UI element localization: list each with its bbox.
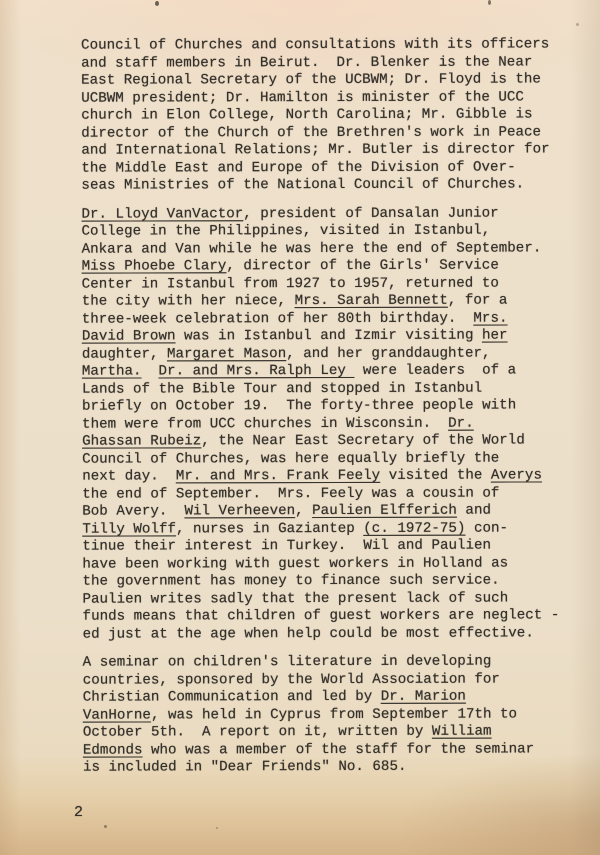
- text-segment: Center in Istanbul from 1927 to 1957, returned to: [81, 275, 499, 293]
- paper-speck: [155, 1, 159, 6]
- underlined-text: William: [431, 723, 492, 740]
- underlined-text: Wil Verheeven: [184, 503, 296, 520]
- text-segment: ed just at the age when help could be most effective.: [82, 624, 534, 643]
- text-segment: and: [456, 502, 491, 519]
- text-segment: daughter,: [81, 345, 168, 363]
- text-line: [83, 688, 583, 707]
- text-segment: Christian Communication and led by: [82, 688, 381, 706]
- text-segment: , was held in Cyprus from September 17th to: [150, 706, 518, 723]
- text-segment: them were from UCC churches in Wisconsin.: [82, 415, 449, 433]
- underlined-text: VanHorne: [82, 706, 151, 724]
- text-segment: College in the Philippines, visited in Istanbul,: [81, 222, 491, 240]
- text-segment: , president of Dansalan Junior: [243, 205, 499, 222]
- text-line: [82, 590, 582, 609]
- text-line: [82, 310, 582, 329]
- text-line: [82, 380, 582, 399]
- text-segment: the Middle East and Europe of the Division of Over-: [81, 159, 516, 177]
- text-segment: were leaders of a: [354, 362, 517, 379]
- text-line: [82, 257, 582, 276]
- underlined-text: Mrs. Sarah Bennett: [294, 292, 448, 310]
- text-segment: Council of Churches and consultations with its officers: [81, 36, 550, 54]
- text-segment: , for a: [447, 292, 508, 309]
- paragraph: [81, 36, 581, 195]
- text-segment: director of the Church of the Brethren's work in Peace: [81, 123, 542, 142]
- text-segment: seas Ministries of the National Council of Churches.: [81, 176, 525, 194]
- text-line: [82, 450, 582, 469]
- text-line: [82, 502, 582, 521]
- text-line: [82, 275, 582, 294]
- paper-speck: [488, 0, 491, 5]
- text-line: [82, 240, 582, 259]
- text-segment: was in Istanbul and Izmir visiting: [175, 327, 482, 345]
- text-line: [81, 124, 581, 143]
- paper-speck: [576, 23, 579, 26]
- text-segment: have been working with guest workers in Holland as: [82, 555, 509, 573]
- text-segment: the government has money to finance such service.: [82, 572, 500, 590]
- paragraph: [81, 205, 582, 644]
- text-line: [81, 141, 581, 160]
- text-line: [81, 176, 581, 195]
- text-line: [81, 54, 581, 73]
- underlined-text: Dr. Marion: [380, 688, 466, 705]
- text-segment: October 5th. A report on it, written by: [82, 723, 432, 741]
- text-line: [82, 345, 582, 364]
- text-line: [82, 485, 582, 504]
- text-segment: who was a member of the staff for the seminar: [142, 740, 535, 758]
- text-line: [82, 520, 582, 539]
- underlined-text: Paulien Elfferich: [312, 502, 457, 520]
- text-line: [81, 205, 581, 224]
- text-line: [83, 758, 583, 777]
- text-line: [82, 555, 582, 574]
- text-line: [81, 89, 581, 108]
- underlined-text: Dr. Lloyd VanVactor: [81, 205, 244, 223]
- underlined-text: David Brown: [81, 328, 176, 345]
- text-segment: the city with her niece,: [81, 293, 295, 310]
- text-line: [83, 607, 583, 626]
- underlined-text: Martha.: [81, 363, 142, 380]
- text-line: [82, 432, 582, 451]
- paragraph: [83, 653, 583, 777]
- text-segment: , the Near East Secretary of the World: [201, 432, 525, 450]
- underlined-text: Mr. and Mrs. Frank Feely: [175, 467, 381, 485]
- text-line: [82, 222, 582, 241]
- text-line: [83, 741, 583, 760]
- text-segment: next day.: [82, 468, 176, 485]
- text-segment: tinue their interest in Turkey. Wil and Paulien: [82, 537, 492, 555]
- text-line: [82, 415, 582, 434]
- text-segment: , director of the Girls' Service: [226, 257, 499, 275]
- text-segment: countries, sponsored by the World Association for: [82, 671, 500, 689]
- text-line: [83, 671, 583, 690]
- underlined-text: Tilly Wolff: [82, 520, 176, 538]
- underlined-text: Dr.: [448, 415, 474, 432]
- text-line: [82, 362, 582, 381]
- text-line: [83, 653, 583, 672]
- text-line: [81, 106, 581, 125]
- text-segment: briefly on October 19. The forty-three people with: [81, 397, 517, 415]
- paper-speck: [216, 827, 218, 829]
- text-segment: and staff members in Beirut. Dr. Blenker is the Near: [81, 53, 533, 72]
- text-segment: , nurses in Gaziantep: [175, 520, 364, 537]
- underlined-text: Ghassan Rubeiz: [82, 433, 202, 450]
- text-segment: con-: [465, 520, 509, 537]
- text-line: [83, 723, 583, 742]
- underlined-text: her: [481, 327, 508, 344]
- underlined-text: Miss Phoebe Clary: [81, 258, 227, 275]
- text-segment: , and her granddaughter,: [286, 345, 491, 362]
- text-segment: Paulien writes sadly that the present lack of such: [82, 590, 509, 608]
- text-line: [82, 467, 582, 486]
- text-segment: is included in "Dear Friends" No. 685.: [82, 758, 407, 776]
- text-line: [83, 625, 583, 644]
- underlined-text: Edmonds: [82, 741, 143, 759]
- text-line: [82, 572, 582, 591]
- text-line: [82, 537, 582, 556]
- text-segment: [141, 363, 158, 379]
- paper-speck: [104, 825, 107, 828]
- text-segment: Ankara and Van while he was here the end of September.: [81, 239, 542, 258]
- text-line: [81, 71, 581, 90]
- text-line: [81, 159, 581, 178]
- underlined-text: Mrs.: [473, 310, 508, 327]
- text-segment: Bob Avery.: [82, 503, 185, 520]
- text-line: [82, 292, 582, 311]
- text-segment: and International Relations; Mr. Butler is director for: [81, 141, 550, 159]
- underlined-text: Margaret Mason: [166, 345, 287, 362]
- text-segment: ,: [295, 503, 313, 520]
- text-segment: the end of September. Mrs. Feely was a cousin of: [82, 485, 500, 503]
- document-body: [81, 36, 583, 777]
- underlined-text: Averys: [490, 467, 542, 484]
- text-segment: Lands of the Bible Tour and stopped in Istanbul: [81, 380, 483, 398]
- text-line: [82, 397, 582, 416]
- text-segment: UCBWM president; Dr. Hamilton is minister of the UCC: [81, 88, 524, 107]
- text-segment: three-week celebration of her 80th birthday.: [81, 310, 474, 328]
- text-line: [82, 327, 582, 346]
- text-segment: Council of Churches, was here equally briefly the: [82, 450, 500, 468]
- text-segment: A seminar on children's literature in developing: [82, 653, 492, 671]
- text-segment: visited the: [380, 467, 491, 484]
- text-segment: funds means that children of guest workers are neglect -: [82, 607, 560, 625]
- text-segment: church in Elon College, North Carolina; Mr. Gibble is: [81, 106, 533, 124]
- underlined-text: (c. 1972-75): [363, 520, 466, 537]
- underlined-text: Dr. and Mrs. Ralph Ley: [158, 362, 355, 380]
- page-number: 2: [74, 804, 84, 821]
- text-segment: East Regional Secretary of the UCBWM; Dr. Floyd is the: [81, 71, 541, 89]
- text-line: [81, 36, 581, 55]
- text-line: [83, 706, 583, 725]
